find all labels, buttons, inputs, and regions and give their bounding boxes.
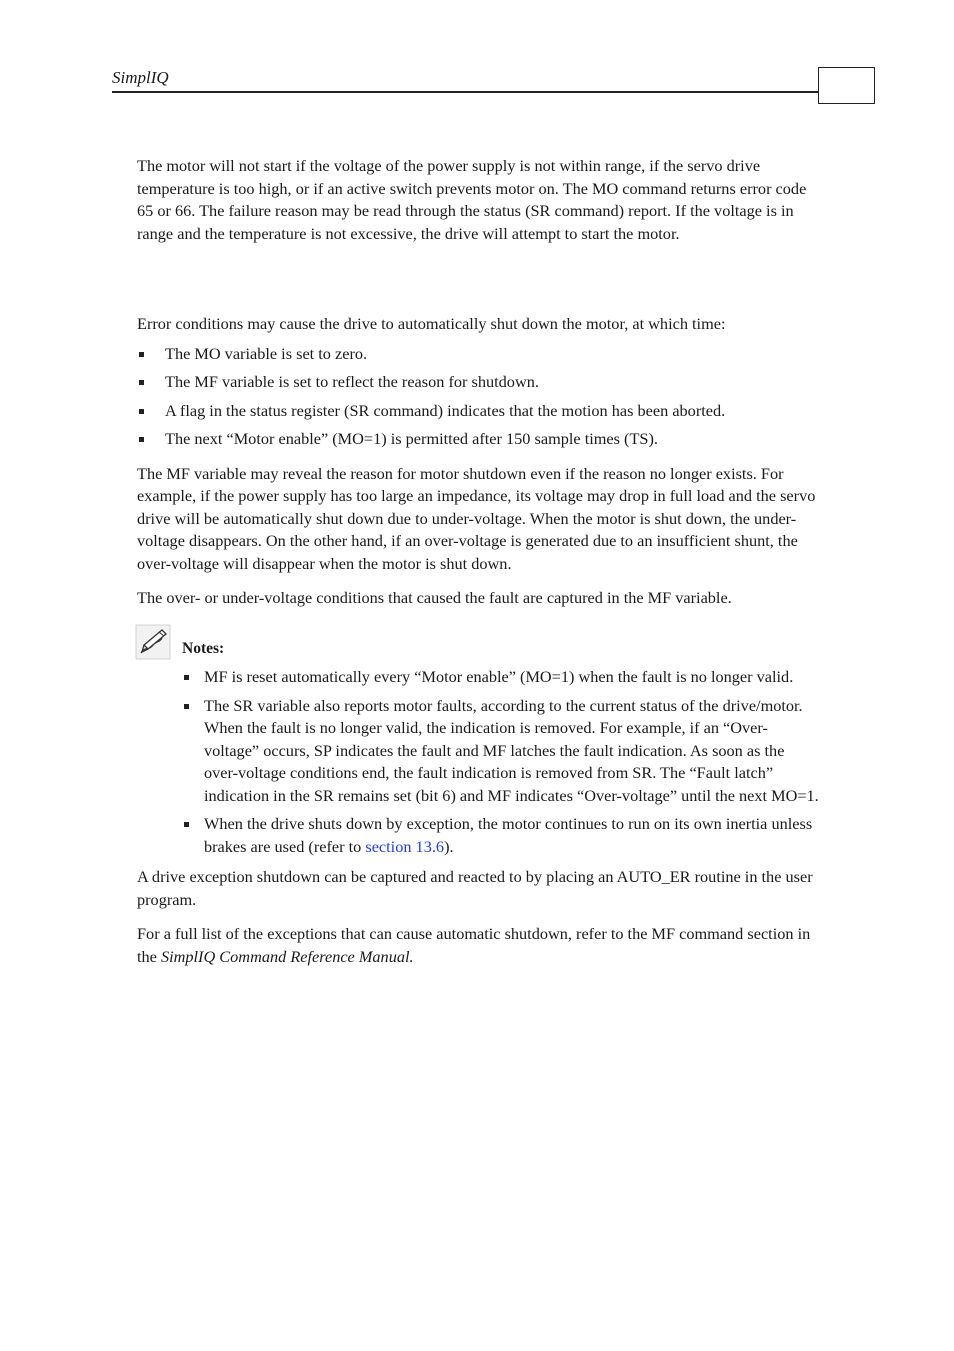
reference-brand: SimplIQ bbox=[160, 946, 216, 966]
note-item-text: When the drive shuts down by exception, the motor continues to run on its own inertia unless brakes are used (refer to bbox=[204, 814, 813, 856]
list-item: The next “Motor enable” (MO=1) is permitted after 150 sample times (TS). bbox=[137, 428, 822, 451]
notes-title: Notes: bbox=[182, 639, 225, 657]
reference-text: For a full list of the exceptions that can cause automatic shutdown, refer to the MF command section in the bbox=[137, 924, 811, 966]
notes-list bbox=[182, 666, 822, 858]
reference-paragraph bbox=[137, 923, 822, 968]
section-link[interactable]: section 13.6 bbox=[365, 836, 445, 856]
list-item: The MF variable is set to reflect the reason for shutdown. bbox=[137, 371, 822, 394]
list-item: The MO variable is set to zero. bbox=[137, 343, 822, 366]
shutdown-lead: Error conditions may cause the drive to automatically shut down the motor, at which time: bbox=[137, 314, 726, 333]
notes-block bbox=[137, 624, 822, 859]
note-item-text: ). bbox=[444, 836, 454, 856]
note-item: The SR variable also reports motor faults, according to the current status of the drive/motor. When the fault is no longer valid, the indication is removed. For example, if an “Over-voltage” occurs, SP indicates the fault and MF latches the fault indication. As soon as the over-voltage conditions end, the fault indication is removed from SR. The “Fault latch” indication in the SR remains set (bit 6) and MF indicates “Over-voltage” until the next MO=1. bbox=[182, 695, 822, 808]
header-rule bbox=[112, 91, 819, 93]
header-brand: SimplIQ bbox=[112, 68, 169, 87]
note-pencil-icon bbox=[135, 624, 171, 660]
page-content bbox=[137, 155, 822, 968]
page-number-box bbox=[818, 67, 875, 104]
mf-paragraph: The MF variable may reveal the reason for motor shutdown even if the reason no longer exists. For example, if the power supply has too large an impedance, its voltage may drop in full load and the servo drive will be automatically shut down due to under-voltage. When the motor is shut down, the under-voltage disappears. On the other hand, if an over-voltage is generated due to an insufficient shunt, the over-voltage will disappear when the motor is shut down. bbox=[137, 463, 816, 573]
intro-paragraph: The motor will not start if the voltage of the power supply is not within range, if the servo drive temperature is too high, or if an active switch prevents motor on. The MO command returns error code 65 or 66. The failure reason may be read through the status (SR command) report. If the voltage is in range and the temperature is not excessive, the drive will attempt to start the motor. bbox=[137, 156, 807, 243]
note-item bbox=[182, 813, 822, 858]
shutdown-bullet-list bbox=[137, 343, 822, 451]
reference-manual-title: Command Reference Manual. bbox=[215, 946, 414, 966]
capture-paragraph: The over- or under-voltage conditions that caused the fault are captured in the MF variable. bbox=[137, 588, 732, 607]
list-item: A flag in the status register (SR command) indicates that the motion has been aborted. bbox=[137, 400, 822, 423]
note-item: MF is reset automatically every “Motor enable” (MO=1) when the fault is no longer valid. bbox=[182, 666, 822, 689]
auto-er-paragraph: A drive exception shutdown can be captured and reacted to by placing an AUTO_ER routine in the user program. bbox=[137, 867, 813, 909]
